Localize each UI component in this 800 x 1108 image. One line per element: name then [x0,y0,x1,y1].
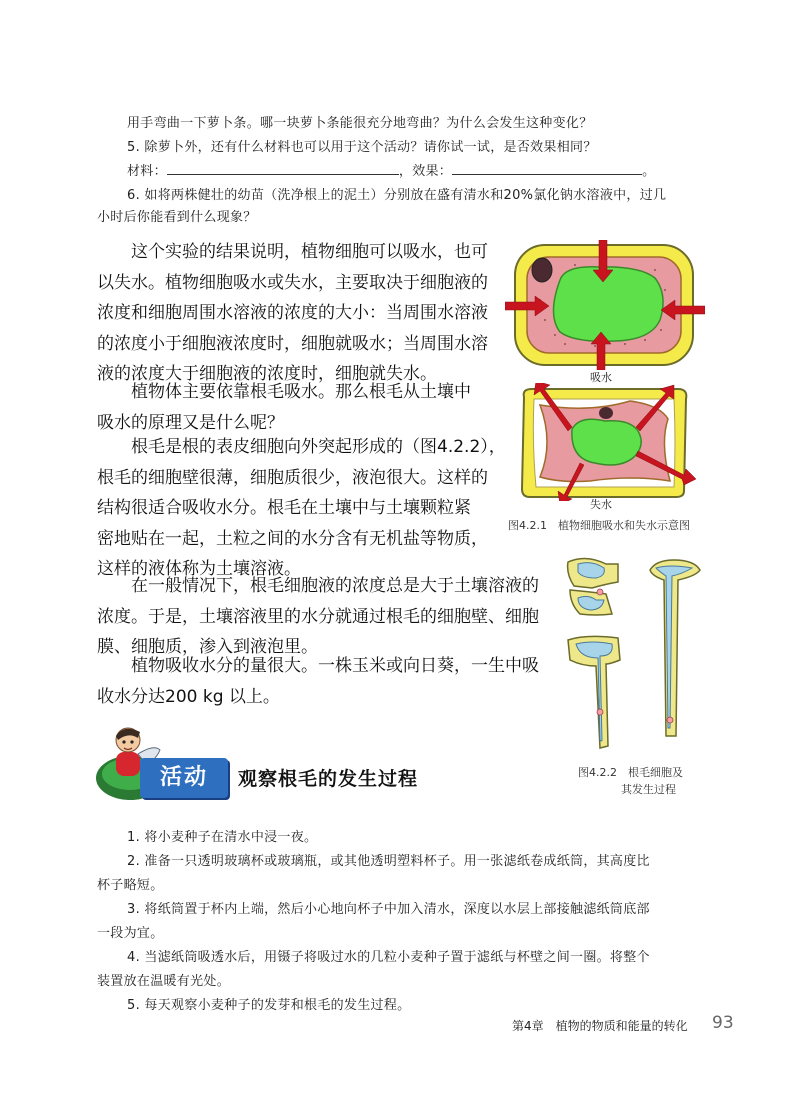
vacuole [572,419,641,465]
text-line: 吸水的原理又是什么呢？ [97,412,284,433]
text-line: 植物体主要依靠根毛吸水。那么根毛从土壤中 [131,382,471,402]
cell-absorb-water-diagram [505,240,705,370]
effect-blank[interactable] [452,160,642,175]
text-line: 植物吸收水分的量很大。一株玉米或向日葵，一生中吸 [131,656,539,676]
text-line: 膜、细胞质，渗入到液泡里。 [97,637,318,657]
nucleus [597,709,603,715]
step-item: 4. 当滤纸筒吸透水后，用镊子将吸过水的几粒小麦种子置于滤纸与杯壁之间一圈。将整个 [127,950,650,965]
activity-badge-label: 活动 [159,765,208,790]
activity-steps [97,826,707,1018]
question-4-continued: 用手弯曲一下萝卜条。哪一块萝卜条能很充分地弯曲？为什么会发生这种变化？ [127,116,593,131]
nucleus [667,717,673,723]
label-absorb-water: 吸水 [590,371,612,384]
question-6-line1: 6. 如将两株健壮的幼苗（洗净根上的泥土）分别放在盛有清水和20%氯化钠水溶液中，过几 [127,188,667,203]
text-line: 以失水。植物细胞吸水或失水，主要取决于细胞液的 [97,272,488,293]
chapter-footer: 第4章 植物的物质和能量的转化 [512,1019,688,1033]
text-line: 的浓度小于细胞液浓度时，细胞就吸水；当周围水溶 [97,333,488,354]
text-line: 浓度。于是，土壤溶液里的水分就通过根毛的细胞壁、细胞 [97,606,539,627]
step-item-continued: 一段为宜。 [97,926,164,941]
page-number: 93 [712,1013,734,1033]
text-line: 根毛是根的表皮细胞向外突起形成的（图4.2.2）， [131,437,506,457]
paragraph-1 [97,237,507,390]
question-5: 5. 除萝卜外，还有什么材料也可以用于这个活动？请你试一试，是否效果相同？ [127,140,597,155]
paragraph-5 [97,651,567,712]
step-item: 1. 将小麦种子在清水中浸一夜。 [127,830,318,845]
text-line: 这样的液体称为土壤溶液。 [97,559,301,579]
root-hair-stage-2 [568,636,620,748]
text-line: 密地贴在一起，土粒之间的水分含有无机盐等物质， [97,528,488,549]
effect-label: ，效果： [398,164,453,179]
activity-title: 观察根毛的发生过程 [238,768,419,790]
root-hair-cell-diagram [566,554,706,754]
text-line: 结构很适合吸收水分。根毛在土壤中与土壤颗粒紧 [97,498,471,518]
paragraph-4 [97,571,567,663]
step-item: 2. 准备一只透明玻璃杯或玻璃瓶，或其他透明塑料杯子。用一张滤纸卷成纸筒，其高度比 [127,854,650,869]
label-lose-water: 失水 [590,498,612,511]
root-hair-stage-3 [650,560,700,736]
vacuole [554,267,664,342]
activity-badge [140,758,228,798]
figure-4-2-2-caption-line1: 图4.2.2 根毛细胞及 [578,766,683,779]
materials-effect-line [127,160,655,184]
text-line: 液的浓度大于细胞液的浓度时，细胞就失水。 [97,364,437,384]
figure-4-2-1-caption: 图4.2.1 植物细胞吸水和失水示意图 [508,519,690,532]
text-line: 浓度和细胞周围水溶液的浓度的大小：当周围水溶液 [97,303,488,323]
root-hair-stage-1 [568,558,618,615]
text-line: 在一般情况下，根毛细胞液的浓度总是大于土壤溶液的 [131,576,539,596]
step-item-continued: 装置放在温暖有光处。 [97,974,231,989]
nucleus [597,589,603,595]
end-mark: 。 [642,164,656,179]
text-line: 根毛的细胞壁很薄，细胞质很少，液泡很大。这样的 [97,467,488,488]
step-item: 5. 每天观察小麦种子的发芽和根毛的发生过程。 [127,998,411,1013]
figure-4-2-2-caption-line2: 其发生过程 [621,783,676,796]
text-line: 收水分达200 kg 以上。 [97,686,280,707]
materials-blank[interactable] [167,160,399,175]
step-item-continued: 杯子略短。 [97,878,164,893]
nucleus [599,407,613,419]
question-6-line2: 小时后你能看到什么现象？ [97,210,257,225]
nucleus [532,258,552,282]
step-item: 3. 将纸筒置于杯内上端，然后小心地向杯子中加入清水，深度以水层上部接触滤纸筒底部 [127,902,650,917]
paragraph-3 [97,432,517,585]
cell-lose-water-diagram [510,383,700,501]
text-line: 这个实验的结果说明，植物细胞可以吸水，也可 [131,242,488,262]
paragraph-2 [97,377,507,438]
materials-label: 材料： [127,164,167,179]
